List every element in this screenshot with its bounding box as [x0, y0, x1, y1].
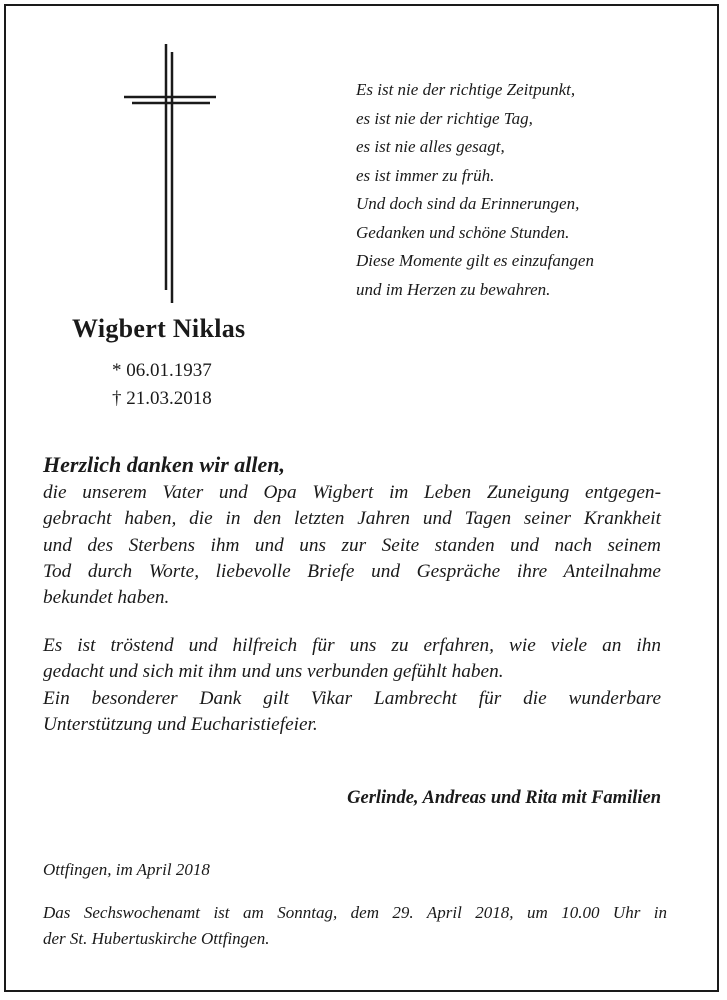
paragraph-line: bekundet haben.	[43, 587, 170, 609]
signature: Gerlinde, Andreas und Rita mit Familien	[347, 788, 661, 808]
life-dates	[112, 357, 212, 413]
paragraph-line: gedacht und sich mit ihm und uns verbunden gefühlt haben.	[43, 661, 504, 683]
poem-line: Und doch sind da Erinnerungen,	[356, 194, 580, 213]
paragraph-line: Tod durch Worte, liebevolle Briefe und Gespräche ihre Anteilnahme	[43, 560, 661, 582]
poem-line: Diese Momente gilt es einzufangen	[356, 251, 594, 270]
service-notice	[43, 900, 667, 951]
poem-line: und im Herzen zu bewahren.	[356, 279, 551, 299]
poem-line: es ist immer zu früh.	[356, 165, 495, 185]
poem-line: Gedanken und schöne Stunden.	[356, 222, 570, 242]
paragraph-line: und des Sterbens ihm und uns zur Seite standen und nach seinem	[43, 534, 661, 556]
notice-line: Das Sechswochenamt ist am Sonntag, dem 29. April 2018, um 10.00 Uhr in	[43, 903, 667, 922]
death-date: † 21.03.2018	[112, 388, 212, 409]
thanks-heading: Herzlich danken wir allen,	[43, 452, 286, 477]
deceased-name: Wigbert Niklas	[72, 314, 246, 343]
poem-line: es ist nie alles gesagt,	[356, 137, 505, 156]
thanks-paragraph-2	[43, 633, 661, 738]
poem-line: es ist nie der richtige Tag,	[356, 108, 533, 128]
notice-line: der St. Hubertuskirche Ottfingen.	[43, 928, 270, 948]
paragraph-line: gebracht haben, die in den letzten Jahren und Tagen seiner Krankheit	[43, 508, 661, 530]
paragraph-line: Ein besonderer Dank gilt Vikar Lambrecht für die wunderbare	[43, 687, 661, 709]
birth-date: * 06.01.1937	[112, 360, 212, 381]
poem	[356, 76, 686, 304]
paragraph-line: die unserem Vater und Opa Wigbert im Leben Zuneigung entgegen-	[43, 482, 661, 503]
poem-line: Es ist nie der richtige Zeitpunkt,	[356, 80, 576, 99]
thanks-paragraph-1	[43, 480, 661, 611]
place-date: Ottfingen, im April 2018	[43, 860, 210, 879]
paragraph-line: Es ist tröstend und hilfreich für uns zu erfahren, wie viele an ihn	[43, 635, 661, 656]
paragraph-line: Unterstützung und Eucharistiefeier.	[43, 713, 318, 735]
